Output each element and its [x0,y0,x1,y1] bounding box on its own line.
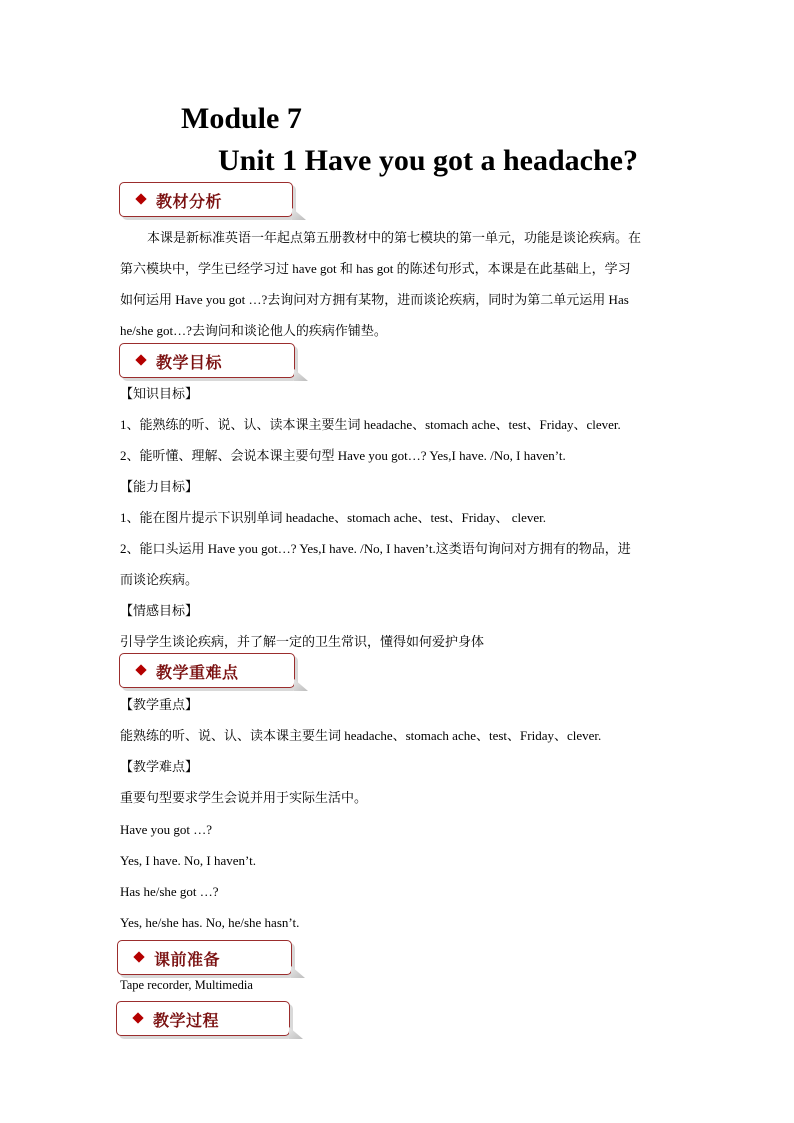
sentence-pattern-1: Have you got …? [120,822,213,837]
diamond-bullet-icon [133,951,144,962]
unit-title: Unit 1 Have you got a headache? [218,144,638,177]
section-header-preparation [117,940,292,975]
ability-item-1: 1、能在图片提示下识别单词 headache、stomach ache、test、Friday、 clever. [120,510,547,525]
analysis-line-1: 本课是新标准英语一年起点第五册教材中的第七模块的第一单元，功能是谈论疾病。在 [147,230,642,245]
section-header-analysis [119,182,293,217]
ability-heading: 【能力目标】 [120,479,199,494]
preparation-text: Tape recorder, Multimedia [120,978,253,992]
section-label: 课前准备 [154,950,221,969]
shadow-tail-decoration [294,369,308,381]
analysis-line-2: 第六模块中，学生已经学习过 have got 和 has got 的陈述句形式，本课是在此基础上，学习 [120,261,631,276]
section-header-process [116,1001,290,1036]
ability-item-2: 2、能口头运用 Have you got…? Yes,I have. /No, I haven’t.这类语句询问对方拥有的物品，进 [120,541,631,556]
knowledge-item-2: 2、能听懂、理解、会说本课主要句型 Have you got…? Yes,I have. /No, I haven’t. [120,448,566,463]
sentence-pattern-4: Yes, he/she has. No, he/she hasn’t. [120,915,300,930]
diamond-bullet-icon [135,354,146,365]
diamond-bullet-icon [132,1012,143,1023]
knowledge-heading: 【知识目标】 [120,386,199,401]
section-label: 教学重难点 [156,663,239,682]
emotion-heading: 【情感目标】 [120,603,199,618]
section-header-keypoints [119,653,295,688]
sentence-pattern-3: Has he/she got …? [120,884,219,899]
diamond-bullet-icon [135,664,146,675]
diamond-bullet-icon [135,193,146,204]
section-header-objectives [119,343,295,378]
focus-heading: 【教学重点】 [120,697,199,712]
section-label: 教学目标 [156,353,223,372]
focus-item-1: 能熟练的听、说、认、读本课主要生词 headache、stomach ache、test、Friday、clever. [120,728,602,743]
difficulty-heading: 【教学难点】 [120,759,199,774]
shadow-tail-decoration [294,679,308,691]
analysis-line-4: he/she got…?去询问和谈论他人的疾病作铺垫。 [120,323,387,338]
module-title: Module 7 [181,102,302,135]
difficulty-item-1: 重要句型要求学生会说并用于实际生活中。 [120,790,368,805]
analysis-line-3: 如何运用 Have you got …?去询问对方拥有某物，进而谈论疾病，同时为第二单元运用 Has [120,292,629,307]
sentence-pattern-2: Yes, I have. No, I haven’t. [120,853,256,868]
shadow-tail-decoration [291,966,305,978]
section-label: 教学过程 [153,1011,220,1030]
emotion-item-1: 引导学生谈论疾病，并了解一定的卫生常识，懂得如何爱护身体 [120,634,485,649]
shadow-tail-decoration [292,208,306,220]
knowledge-item-1: 1、能熟练的听、说、认、读本课主要生词 headache、stomach ache、test、Friday、clever. [120,417,621,432]
section-label: 教材分析 [156,192,223,211]
shadow-tail-decoration [289,1027,303,1039]
ability-item-2-cont: 而谈论疾病。 [120,572,199,587]
